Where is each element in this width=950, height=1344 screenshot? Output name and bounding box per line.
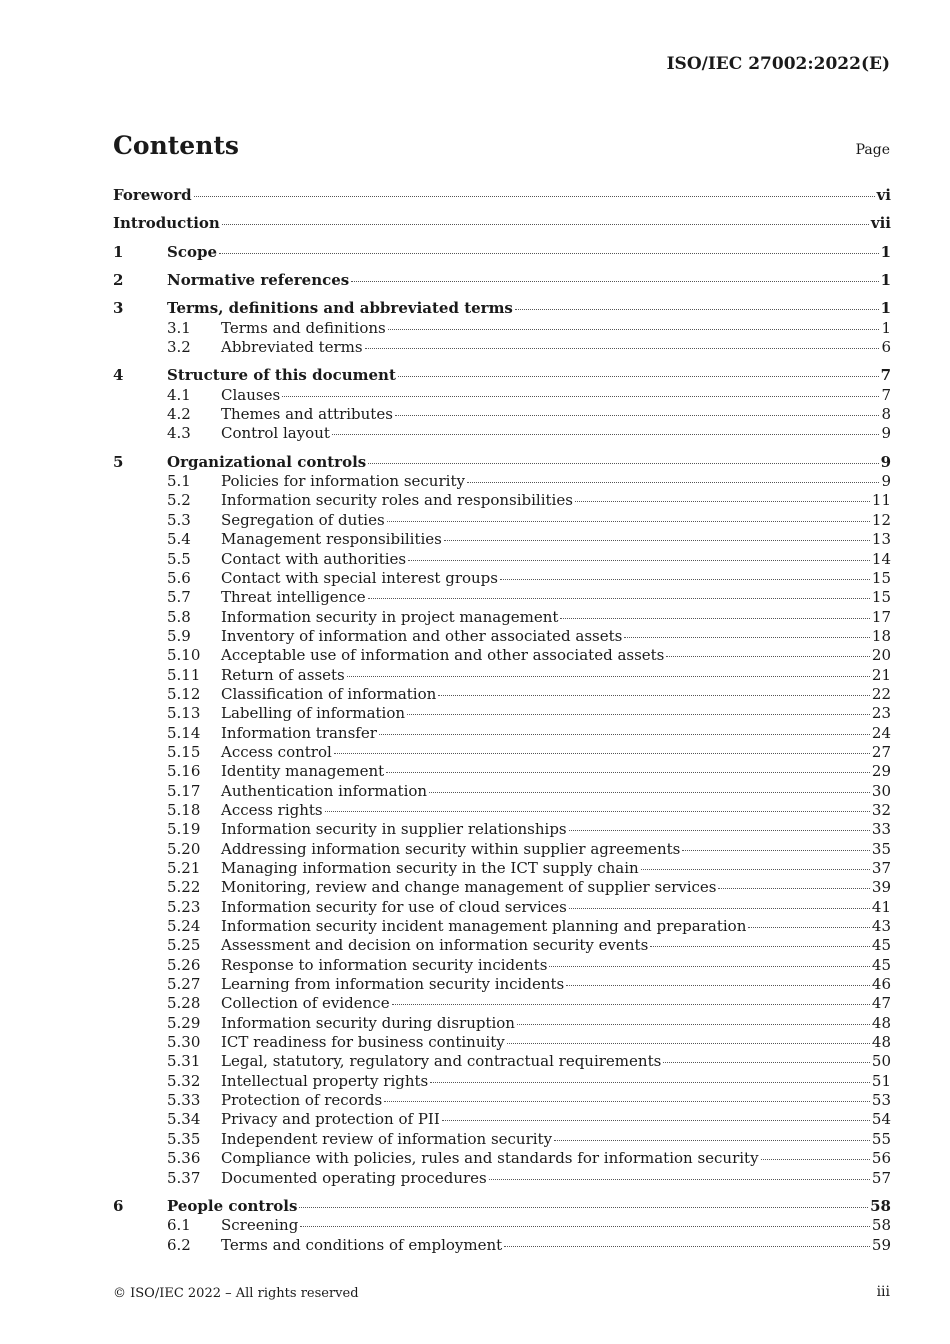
toc-entry-number: 5.1	[167, 472, 191, 491]
toc-entry-number: 5.34	[167, 1110, 201, 1129]
copyright-footer: © ISO/IEC 2022 – All rights reserved	[113, 1286, 359, 1301]
toc-clause-entry[interactable]	[113, 299, 891, 318]
toc-entry-page: 57	[871, 1168, 891, 1187]
toc-subclause-entry[interactable]	[113, 956, 891, 975]
dot-leader	[388, 329, 880, 330]
toc-entry-number: 5.20	[167, 839, 201, 858]
toc-entry-label: Terms and conditions of employment	[221, 1235, 503, 1254]
toc-entry-number: 5.36	[167, 1149, 201, 1168]
toc-entry-number: 5.26	[167, 955, 201, 974]
toc-entry-number: 6.2	[167, 1235, 191, 1254]
toc-subclause-entry[interactable]	[113, 685, 891, 704]
toc-entry-number: 5	[113, 452, 124, 471]
toc-subclause-entry[interactable]	[113, 472, 891, 491]
toc-subclause-entry[interactable]	[113, 646, 891, 665]
toc-entry-page: 51	[871, 1071, 891, 1090]
toc-entry-number: 5.18	[167, 800, 201, 819]
toc-entry-number: 5.15	[167, 742, 201, 761]
toc-clause-entry[interactable]	[113, 366, 891, 385]
toc-entry-label: Themes and attributes	[221, 405, 393, 424]
toc-entry-label: Access rights	[221, 800, 323, 819]
toc-subclause-entry[interactable]	[113, 608, 891, 627]
toc-entry-page: 58	[870, 1196, 891, 1215]
dot-leader	[219, 253, 879, 254]
toc-entry-number: 2	[113, 271, 124, 290]
toc-entry-number: 5.23	[167, 897, 201, 916]
toc-entry-page: 9	[880, 452, 891, 471]
toc-entry-number: 5.17	[167, 781, 201, 800]
dot-leader	[500, 579, 870, 580]
toc-entry-label: Intellectual property rights	[221, 1071, 429, 1090]
toc-subclause-entry[interactable]	[113, 1052, 891, 1071]
page-column-label: Page	[855, 142, 890, 158]
toc-entry-page: 11	[871, 491, 891, 510]
toc-entry-page: 24	[871, 723, 891, 742]
toc-entry-page: 59	[871, 1235, 891, 1254]
dot-leader	[718, 888, 869, 889]
toc-entry-page: 48	[871, 1033, 891, 1052]
dot-leader	[507, 1043, 870, 1044]
toc-clause-entry[interactable]	[113, 214, 891, 233]
toc-entry-label: Policies for information security	[221, 472, 465, 491]
toc-entry-number: 5.11	[167, 665, 201, 684]
toc-entry-label: Information security in supplier relationships	[221, 820, 567, 839]
dot-leader	[566, 985, 870, 986]
toc-entry-label: Access control	[221, 742, 332, 761]
dot-leader	[351, 281, 878, 282]
toc-entry-label: Compliance with policies, rules and standards for information security	[221, 1149, 759, 1168]
toc-entry-label: Response to information security incidents	[221, 955, 548, 974]
toc-subclause-entry[interactable]	[113, 550, 891, 569]
toc-entry-page: 41	[871, 897, 891, 916]
toc-entry-label: Privacy and protection of PII	[221, 1110, 440, 1129]
toc-entry-page: 53	[871, 1091, 891, 1110]
toc-entry-page: 8	[881, 405, 891, 424]
toc-entry-number: 5.32	[167, 1071, 201, 1090]
toc-entry-number: 5.7	[167, 588, 191, 607]
toc-entry-page: 45	[871, 955, 891, 974]
dot-leader	[384, 1101, 870, 1102]
dot-leader	[386, 772, 870, 773]
toc-entry-number: 6.1	[167, 1216, 191, 1235]
toc-entry-label: Authentication information	[221, 781, 428, 800]
toc-subclause-entry[interactable]	[113, 898, 891, 917]
toc-entry-page: 43	[871, 917, 891, 936]
dot-leader	[569, 830, 870, 831]
toc-entry-number: 5.10	[167, 646, 201, 665]
toc-entry-label: ICT readiness for business continuity	[221, 1033, 505, 1052]
toc-entry-page: 39	[871, 878, 891, 897]
dot-leader	[365, 348, 880, 349]
toc-entry-number: 5.37	[167, 1168, 201, 1187]
document-id-header: ISO/IEC 27002:2022(E)	[666, 54, 890, 74]
dot-leader	[748, 927, 870, 928]
toc-entry-page: 37	[871, 859, 891, 877]
toc-entry-number: 5.25	[167, 936, 201, 955]
dot-leader	[429, 792, 870, 793]
toc-entry-label: Information security during disruption	[221, 1013, 515, 1032]
toc-entry-number: 5.6	[167, 568, 191, 587]
toc-entry-label: Independent review of information security	[221, 1129, 553, 1148]
dot-leader	[682, 850, 870, 851]
dot-leader	[300, 1226, 870, 1227]
toc-entry-number: 5.3	[167, 510, 191, 529]
toc-entry-number: 5.4	[167, 530, 191, 549]
toc-entry-page: 33	[871, 820, 891, 839]
dot-leader	[325, 811, 870, 812]
toc-entry-page: 7	[880, 366, 891, 385]
toc-entry-label: Information security roles and responsibilities	[221, 491, 573, 510]
toc-entry-label: Acceptable use of information and other associated assets	[221, 646, 665, 665]
toc-entry-page: 30	[871, 781, 891, 800]
toc-subclause-entry[interactable]	[113, 724, 891, 743]
toc-entry-number: 3.2	[167, 338, 191, 357]
dot-leader	[624, 637, 870, 638]
toc-entry-label: Monitoring, review and change management of supplier services	[221, 878, 717, 897]
toc-subclause-entry[interactable]	[113, 1169, 891, 1188]
toc-subclause-entry[interactable]	[113, 801, 891, 820]
dot-leader	[194, 196, 875, 197]
toc-entry-number: 5.9	[167, 626, 191, 645]
toc-subclause-entry[interactable]	[113, 1033, 891, 1052]
toc-subclause-entry[interactable]	[113, 386, 891, 405]
dot-leader	[392, 1004, 870, 1005]
toc-entry-page: 15	[871, 588, 891, 607]
toc-entry-label: Foreword	[113, 186, 192, 204]
toc-subclause-entry[interactable]	[113, 530, 891, 549]
dot-leader	[347, 676, 870, 677]
toc-entry-label: Information security in project management	[221, 607, 559, 626]
toc-entry-page: 1	[880, 242, 891, 261]
toc-entry-page: 22	[871, 684, 891, 703]
toc-entry-label: Labelling of information	[221, 704, 406, 723]
toc-subclause-entry[interactable]	[113, 1072, 891, 1091]
toc-entry-page: 47	[871, 994, 891, 1013]
toc-clause-entry[interactable]	[113, 453, 891, 472]
toc-clause-entry[interactable]	[113, 186, 891, 205]
dot-leader	[408, 560, 870, 561]
toc-entry-label: Collection of evidence	[221, 994, 390, 1013]
toc-subclause-entry[interactable]	[113, 878, 891, 897]
toc-entry-page: 7	[881, 385, 891, 404]
toc-entry-number: 5.8	[167, 607, 191, 626]
dot-leader	[222, 224, 869, 225]
toc-entry-page: 58	[871, 1216, 891, 1235]
toc-entry-number: 5.24	[167, 917, 201, 936]
toc-subclause-entry[interactable]	[113, 704, 891, 723]
dot-leader	[467, 482, 880, 483]
toc-entry-page: 32	[871, 800, 891, 819]
toc-entry-number: 4	[113, 366, 124, 385]
toc-entry-label: People controls	[167, 1196, 298, 1215]
toc-entry-label: Documented operating procedures	[221, 1168, 487, 1187]
toc-entry-page: 55	[871, 1129, 891, 1148]
toc-entry-label: Clauses	[221, 385, 281, 404]
toc-entry-page: 14	[871, 549, 891, 568]
toc-entry-page: 1	[880, 271, 891, 290]
toc-entry-number: 4.1	[167, 385, 191, 404]
toc-entry-page: 1	[880, 299, 891, 318]
toc-entry-number: 5.33	[167, 1091, 201, 1110]
toc-entry-label: Inventory of information and other associated assets	[221, 626, 623, 645]
dot-leader	[666, 656, 870, 657]
toc-entry-label: Legal, statutory, regulatory and contractual requirements	[221, 1052, 662, 1071]
dot-leader	[444, 540, 870, 541]
dot-leader	[761, 1159, 870, 1160]
toc-entry-label: Information transfer	[221, 723, 377, 742]
toc-subclause-entry[interactable]	[113, 917, 891, 936]
toc-entry-page: 9	[881, 424, 891, 443]
dot-leader	[368, 463, 878, 464]
toc-entry-label: Contact with authorities	[221, 549, 407, 568]
dot-leader	[569, 908, 870, 909]
dot-leader	[560, 618, 869, 619]
toc-clause-entry[interactable]	[113, 243, 891, 262]
toc-entry-number: 1	[113, 242, 124, 261]
toc-entry-page: 6	[881, 338, 891, 357]
toc-subclause-entry[interactable]	[113, 994, 891, 1013]
toc-entry-label: Information security incident management planning and preparation	[221, 917, 747, 936]
toc-entry-number: 5.22	[167, 878, 201, 897]
toc-subclause-entry[interactable]	[113, 424, 891, 443]
page-number: iii	[876, 1284, 890, 1300]
toc-subclause-entry[interactable]	[113, 405, 891, 424]
toc-entry-number: 5.16	[167, 762, 201, 781]
dot-leader	[395, 415, 880, 416]
toc-entry-number: 5.29	[167, 1013, 201, 1032]
toc-subclause-entry[interactable]	[113, 588, 891, 607]
toc-entry-label: Control layout	[221, 424, 330, 443]
toc-entry-number: 5.28	[167, 994, 201, 1013]
toc-entry-page: 54	[871, 1110, 891, 1129]
toc-entry-number: 5.35	[167, 1129, 201, 1148]
toc-entry-number: 5.19	[167, 820, 201, 839]
toc-subclause-entry[interactable]	[113, 319, 891, 338]
toc-entry-number: 3	[113, 299, 124, 318]
toc-subclause-entry[interactable]	[113, 782, 891, 801]
toc-entry-label: Learning from information security incidents	[221, 975, 565, 994]
dot-leader	[438, 695, 870, 696]
toc-subclause-entry[interactable]	[113, 1110, 891, 1129]
toc-entry-label: Identity management	[221, 762, 385, 781]
toc-subclause-entry[interactable]	[113, 491, 891, 510]
toc-entry-label: Screening	[221, 1216, 299, 1235]
toc-entry-label: Management responsibilities	[221, 530, 442, 549]
toc-entry-label: Structure of this document	[167, 366, 396, 385]
toc-entry-label: Segregation of duties	[221, 510, 385, 529]
toc-entry-page: vii	[870, 214, 891, 233]
toc-subclause-entry[interactable]	[113, 627, 891, 646]
dot-leader	[554, 1140, 870, 1141]
dot-leader	[334, 753, 870, 754]
dot-leader	[387, 521, 870, 522]
toc-entry-label: Information security for use of cloud services	[221, 897, 567, 916]
dot-leader	[663, 1062, 870, 1063]
toc-subclause-entry[interactable]	[113, 338, 891, 357]
toc-entry-label: Assessment and decision on information security events	[221, 936, 649, 955]
toc-entry-page: 45	[871, 936, 891, 955]
toc-entry-label: Threat intelligence	[221, 588, 366, 607]
toc-subclause-entry[interactable]	[113, 511, 891, 530]
toc-subclause-entry[interactable]	[113, 666, 891, 685]
toc-subclause-entry[interactable]	[113, 820, 891, 839]
toc-entry-page: 12	[871, 510, 891, 529]
dot-leader	[398, 376, 879, 377]
toc-entry-page: 48	[871, 1013, 891, 1032]
dot-leader	[650, 946, 870, 947]
toc-entry-label: Terms, definitions and abbreviated terms	[167, 299, 513, 318]
dot-leader	[430, 1082, 870, 1083]
toc-entry-number: 5.14	[167, 723, 201, 742]
toc-entry-page: 21	[871, 665, 891, 684]
dot-leader	[282, 396, 879, 397]
toc-entry-number: 5.5	[167, 549, 191, 568]
toc-entry-number: 5.30	[167, 1033, 201, 1052]
toc-entry-page: 18	[871, 626, 891, 645]
toc-subclause-entry[interactable]	[113, 1149, 891, 1168]
toc-entry-page: 23	[871, 704, 891, 723]
toc-subclause-entry[interactable]	[113, 1216, 891, 1235]
toc-clause-entry[interactable]	[113, 271, 891, 290]
toc-entry-label: Classification of information	[221, 684, 437, 703]
dot-leader	[515, 309, 879, 310]
toc-entry-label: Managing information security in the ICT supply chain	[221, 859, 639, 877]
toc-entry-page: 46	[871, 975, 891, 994]
dot-leader	[575, 501, 870, 502]
toc-subclause-entry[interactable]	[113, 936, 891, 955]
toc-clause-entry[interactable]	[113, 1197, 891, 1216]
toc-entry-page: 20	[871, 646, 891, 665]
toc-subclause-entry[interactable]	[113, 1014, 891, 1033]
toc-entry-page: 17	[871, 607, 891, 626]
toc-entry-page: 1	[881, 318, 891, 337]
toc-entry-page: 27	[871, 742, 891, 761]
toc-entry-label: Protection of records	[221, 1091, 383, 1110]
toc-entry-number: 5.31	[167, 1052, 201, 1071]
toc-subclause-entry[interactable]	[113, 762, 891, 781]
toc-subclause-entry[interactable]	[113, 743, 891, 762]
toc-entry-page: 35	[871, 839, 891, 858]
dot-leader	[517, 1024, 870, 1025]
toc-entry-number: 5.27	[167, 975, 201, 994]
table-of-contents	[113, 186, 891, 1255]
toc-entry-label: Abbreviated terms	[221, 338, 363, 357]
toc-entry-number: 4.2	[167, 405, 191, 424]
toc-entry-number: 5.13	[167, 704, 201, 723]
toc-entry-label: Organizational controls	[167, 452, 367, 471]
toc-entry-page: 9	[881, 472, 891, 491]
toc-subclause-entry[interactable]	[113, 569, 891, 588]
toc-subclause-entry[interactable]	[113, 1091, 891, 1110]
dot-leader	[549, 966, 870, 967]
toc-entry-page: 56	[871, 1149, 891, 1168]
dot-leader	[641, 869, 870, 870]
toc-entry-label: Normative references	[167, 271, 350, 290]
toc-subclause-entry[interactable]	[113, 1236, 891, 1255]
toc-entry-page: vi	[876, 186, 891, 204]
toc-subclause-entry[interactable]	[113, 840, 891, 859]
dot-leader	[368, 598, 870, 599]
toc-entry-page: 29	[871, 762, 891, 781]
dot-leader	[489, 1179, 870, 1180]
toc-entry-number: 5.2	[167, 491, 191, 510]
dot-leader	[332, 434, 880, 435]
toc-entry-page: 13	[871, 530, 891, 549]
dot-leader	[379, 734, 870, 735]
toc-subclause-entry[interactable]	[113, 859, 891, 878]
toc-subclause-entry[interactable]	[113, 975, 891, 994]
toc-entry-number: 4.3	[167, 424, 191, 443]
toc-entry-label: Introduction	[113, 214, 220, 233]
toc-entry-label: Contact with special interest groups	[221, 568, 498, 587]
toc-entry-number: 6	[113, 1196, 124, 1215]
toc-entry-label: Terms and definitions	[221, 318, 386, 337]
dot-leader	[442, 1120, 870, 1121]
dot-leader	[299, 1207, 868, 1208]
dot-leader	[504, 1246, 870, 1247]
toc-entry-page: 15	[871, 568, 891, 587]
page-title: Contents	[113, 131, 240, 160]
toc-entry-number: 5.21	[167, 859, 201, 877]
dot-leader	[407, 714, 870, 715]
toc-subclause-entry[interactable]	[113, 1130, 891, 1149]
toc-entry-number: 5.12	[167, 684, 201, 703]
toc-entry-label: Return of assets	[221, 665, 345, 684]
toc-entry-page: 50	[871, 1052, 891, 1071]
toc-entry-number: 3.1	[167, 318, 191, 337]
toc-entry-label: Addressing information security within supplier agreements	[221, 839, 681, 858]
toc-entry-label: Scope	[167, 242, 218, 261]
